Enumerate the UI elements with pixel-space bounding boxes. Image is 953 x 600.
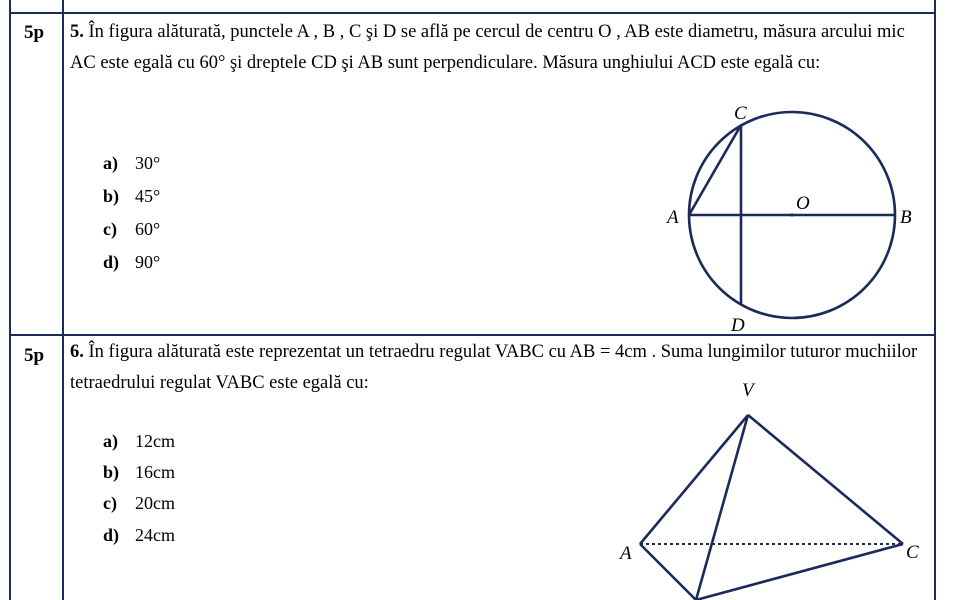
label-c: C: [734, 103, 747, 124]
label-o: O: [796, 193, 810, 214]
q6-text: În figura alăturată este reprezentat un tetraedru regulat VABC cu AB = 4cm . Suma lungimilor tuturor muchiilor tetraedrului regulat VABC este egală cu:: [70, 342, 918, 393]
edge-vc: [748, 415, 903, 544]
q6-points: 5p: [24, 345, 45, 366]
q6-number: 6.: [70, 342, 84, 362]
label-v: V: [742, 380, 754, 401]
q5-option-c: c) 60°: [103, 219, 161, 239]
label-b: B: [900, 207, 912, 228]
edge-vb: [696, 415, 748, 600]
edge-va: [640, 415, 748, 544]
label-a-tetra: A: [620, 543, 632, 564]
q5-option-b: b) 45°: [103, 186, 161, 206]
q6-option-b: b) 16cm: [103, 462, 175, 482]
q5-points: 5p: [24, 22, 45, 43]
q5-option-d: d) 90°: [103, 252, 161, 272]
q6-option-a: a) 12cm: [103, 431, 175, 451]
q5-text: În figura alăturată, punctele A , B , C şi D se află pe cercul de centru O , AB este diametru, măsura arcului mic AC este egală cu 60° şi dreptele CD şi AB sunt perpendiculare. Măsura unghiului ACD este egală cu:: [70, 22, 905, 73]
label-c-tetra: C: [906, 542, 919, 563]
q5-option-a: a) 30°: [103, 153, 161, 173]
label-d: D: [731, 315, 745, 336]
q6-option-c: c) 20cm: [103, 493, 175, 513]
edge-bc: [696, 544, 903, 600]
edge-ab: [640, 544, 696, 600]
q6-option-d: d) 24cm: [103, 525, 175, 545]
label-a: A: [667, 207, 679, 228]
q5-number: 5.: [70, 22, 84, 42]
